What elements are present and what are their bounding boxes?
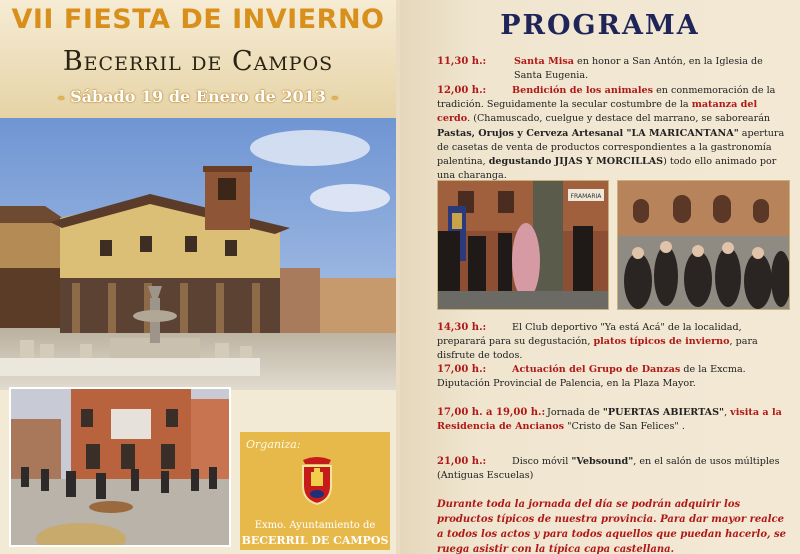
crowd-photo — [617, 180, 790, 310]
entry-body: , en el salón de usos múltiples (Antiguas Escuelas) — [437, 456, 780, 482]
entry-text — [437, 321, 790, 364]
entry-body: . (Chamuscado, cuelgue y destace del marrano, se saborearán — [467, 113, 771, 125]
matanza-photo — [437, 180, 609, 310]
entry-text — [437, 84, 790, 183]
entry-time: 11,30 h.: — [437, 56, 487, 67]
program-entry-2 — [437, 84, 790, 183]
entry-body: El Club deportivo "Ya está Acá" de la localidad, preparará para su degustación, — [437, 322, 742, 348]
programa-title: PROGRAMA — [500, 10, 700, 41]
entry-bold: degustando JIJAS Y MORCILLAS — [488, 156, 664, 168]
entry-text — [437, 363, 790, 391]
entry-time: 14,30 h.: — [437, 322, 487, 333]
entry-highlight: Santa Misa — [514, 56, 574, 67]
entry-text — [437, 55, 790, 83]
entry-time: 21,00 h.: — [437, 456, 487, 467]
entry-body: en conmemoración de la tradición. Seguidamente la secular costumbre de la — [437, 85, 776, 111]
entry-bold: "PUERTAS ABIERTAS" — [602, 407, 725, 418]
date-text: Sábado 19 de Enero de 2013 — [70, 87, 326, 106]
program-entry-1 — [437, 55, 790, 83]
fiesta-title: VII FIESTA DE INVIERNO — [11, 4, 385, 35]
coat-of-arms-icon — [297, 456, 337, 506]
entry-body: Jornada de — [547, 407, 603, 418]
cover-panel — [0, 0, 396, 554]
org-line-1: Exmo. Ayuntamiento de — [254, 520, 376, 531]
entry-highlight: Bendición de los animales — [512, 85, 654, 96]
entry-time: 17,00 h. a 19,00 h.: — [437, 407, 546, 418]
entry-body: Disco móvil — [512, 456, 572, 467]
event-date — [0, 87, 396, 106]
date-dash-left: - — [57, 87, 65, 106]
entry-highlight: visita a la Residencia de Ancianos — [437, 407, 782, 433]
program-entry-5 — [437, 406, 790, 434]
entry-body: apertura de casetas de venta de productos correspondientes a la gastronomía palentina, — [437, 127, 785, 168]
organiza-label: Organiza: — [246, 438, 301, 451]
closing-note: Durante toda la jornada del día se podrán adquirir los productos típicos de nuestra provincia. Para dar mayor realce a todos los actos y para todos aquellos que puedan hacerlo, se ruega asistir con la típica capa castellana. — [437, 499, 786, 554]
entry-time: 17,00 h.: — [437, 364, 487, 375]
program-entry-3 — [437, 321, 790, 364]
date-dash-right: - — [331, 87, 339, 106]
entry-highlight: Actuación del Grupo de Danzas — [512, 364, 681, 375]
program-entry-4 — [437, 363, 790, 391]
program-entry-6 — [437, 455, 790, 483]
matanza-inset-photo — [9, 387, 231, 547]
entry-body: de la Excma. Diputación Provincial de Palencia, en la Plaza Mayor. — [437, 364, 746, 390]
entry-body: ) todo ello animado por una charanga. — [437, 156, 777, 182]
entry-highlight: platos típicos de invierno — [593, 336, 730, 348]
entry-bold: Pastas, Orujos y Cerveza Artesanal "LA MARICANTANA" — [437, 127, 739, 139]
entry-text — [437, 455, 790, 483]
title-banner — [0, 0, 396, 118]
entry-highlight: matanza del cerdo — [437, 99, 758, 125]
entry-body: , — [724, 407, 731, 418]
organizer-box — [240, 432, 390, 550]
plaza-photo — [0, 118, 396, 390]
entry-body: , para disfrute de todos. — [437, 336, 758, 362]
entry-time: 12,00 h.: — [437, 85, 487, 96]
town-title: Becerril de Campos — [62, 46, 334, 77]
org-line-2: BECERRIL DE CAMPOS — [241, 534, 389, 547]
shop-sign: FRAMARIA — [570, 193, 602, 200]
entry-body: en honor a San Antón, en la Iglesia de Santa Eugenia. — [514, 56, 763, 82]
entry-body: "Cristo de San Felices" . — [564, 421, 685, 433]
entry-bold: "Vebsound" — [571, 456, 634, 467]
